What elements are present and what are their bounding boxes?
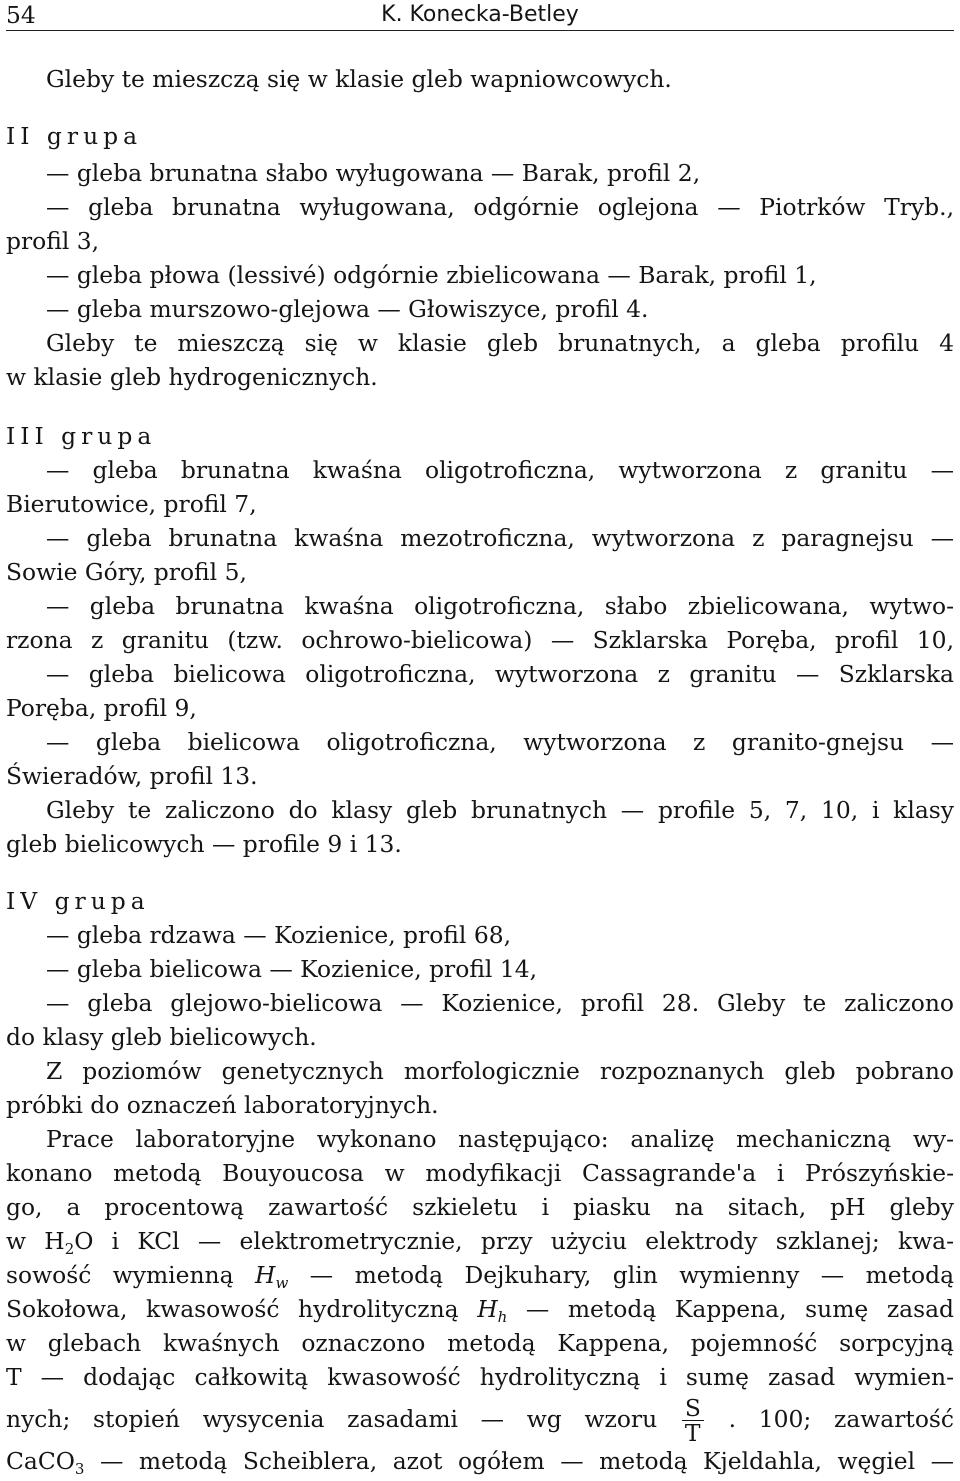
text-line: sowość wymienną $H_w$ — metodą Dejkuhary, glin wymienny — metodą xyxy=(6,1261,955,1292)
page-number: 54 xyxy=(6,1,36,29)
text-line: Gleby te zaliczono do klasy gleb brunatnych — profile 5, 7, 10, i klasy xyxy=(46,796,954,824)
text-line: — gleba bielicowa oligotroficzna, wytworzona z granitu — Szklarska xyxy=(46,660,954,688)
text-line: — gleba brunatna kwaśna oligotroficzna, wytworzona z granitu — xyxy=(46,456,954,484)
text-line: CaCO$_3$ — metodą Scheiblera, azot ogółem — metodą Kjeldahla, węgiel — xyxy=(6,1447,954,1478)
text-line: — gleba brunatna wyługowana, odgórnie oglejona — Piotrków Tryb., xyxy=(46,193,954,221)
section-heading-iii: III grupa xyxy=(6,422,157,450)
text-line: Gleby te mieszczą się w klasie gleb brunatnych, a gleba profilu 4 xyxy=(46,329,954,357)
text-line: do klasy gleb bielicowych. xyxy=(6,1023,317,1051)
text-line: nych; stopień wysycenia zasadami — wg wzoru $\frac{S}{T}$ . 100; zawartość xyxy=(6,1394,955,1447)
text-line: — gleba bielicowa oligotroficzna, wytworzona z granito-gnejsu — xyxy=(46,728,954,756)
text-line: T — dodając całkowitą kwasowość hydrolityczną i sumę zasad wymien- xyxy=(6,1363,954,1391)
text-line: próbki do oznaczeń laboratoryjnych. xyxy=(6,1091,439,1119)
text-line: Gleby te mieszczą się w klasie gleb wapniowcowych. xyxy=(46,65,672,93)
text-line: rzona z granitu (tzw. ochrowo-bielicowa) — Szklarska Poręba, profil 10, xyxy=(6,626,954,654)
text-line: gleb bielicowych — profile 9 i 13. xyxy=(6,830,402,858)
section-heading-iv: IV grupa xyxy=(6,887,150,915)
text-line: — gleba rdzawa — Kozienice, profil 68, xyxy=(46,921,512,949)
text-line: — gleba brunatna kwaśna mezotroficzna, wytworzona z paragnejsu — xyxy=(46,524,954,552)
text-line: Prace laboratoryjne wykonano następująco: analizę mechaniczną wy- xyxy=(46,1125,954,1153)
text-line: w $H_2O$ i KCl — elektrometrycznie, przy użyciu elektrody szklanej; kwa- xyxy=(6,1227,955,1258)
text-line: — gleba brunatna słabo wyługowana — Barak, profil 2, xyxy=(46,159,701,187)
text-line: Sokołowa, kwasowość hydrolityczną $H_h$ — metodą Kappena, sumę zasad xyxy=(6,1295,955,1326)
text-line: w klasie gleb hydrogenicznych. xyxy=(6,363,378,391)
text-line: Z poziomów genetycznych morfologicznie rozpoznanych gleb pobrano xyxy=(46,1057,954,1085)
variable-hh: $H_h$ xyxy=(477,1295,508,1326)
text-line: profil 3, xyxy=(6,227,100,255)
text-line: — gleba płowa (lessivé) odgórnie zbielicowana — Barak, profil 1, xyxy=(46,261,817,289)
section-heading-ii: II grupa xyxy=(6,122,143,150)
text-line: w glebach kwaśnych oznaczono metodą Kappena, pojemność sorpcyjną xyxy=(6,1329,954,1357)
text-line: Sowie Góry, profil 5, xyxy=(6,558,247,586)
text-line: Bierutowice, profil 7, xyxy=(6,490,257,518)
text-line: Świeradów, profil 13. xyxy=(6,762,258,790)
text-line: konano metodą Bouyoucosa w modyfikacji Cassagrande'a i Prószyńskie- xyxy=(6,1159,954,1187)
variable-hw: $H_w$ xyxy=(255,1261,289,1292)
page-header xyxy=(6,0,954,31)
text-line: go, a procentową zawartość szkieletu i piasku na sitach, pH gleby xyxy=(6,1193,954,1221)
text-line: Poręba, profil 9, xyxy=(6,694,197,722)
text-line: — gleba bielicowa — Kozienice, profil 14, xyxy=(46,955,538,983)
running-head: K. Konecka-Betley xyxy=(381,2,579,27)
text-line: — gleba brunatna kwaśna oligotroficzna, słabo zbielicowana, wytwo- xyxy=(46,592,954,620)
text-line: — gleba murszowo-glejowa — Głowiszyce, profil 4. xyxy=(46,295,649,323)
fraction-s-over-t: $\frac{S}{T}$ xyxy=(682,1396,704,1445)
text-line: — gleba glejowo-bielicowa — Kozienice, profil 28. Gleby te zaliczono xyxy=(46,989,954,1017)
